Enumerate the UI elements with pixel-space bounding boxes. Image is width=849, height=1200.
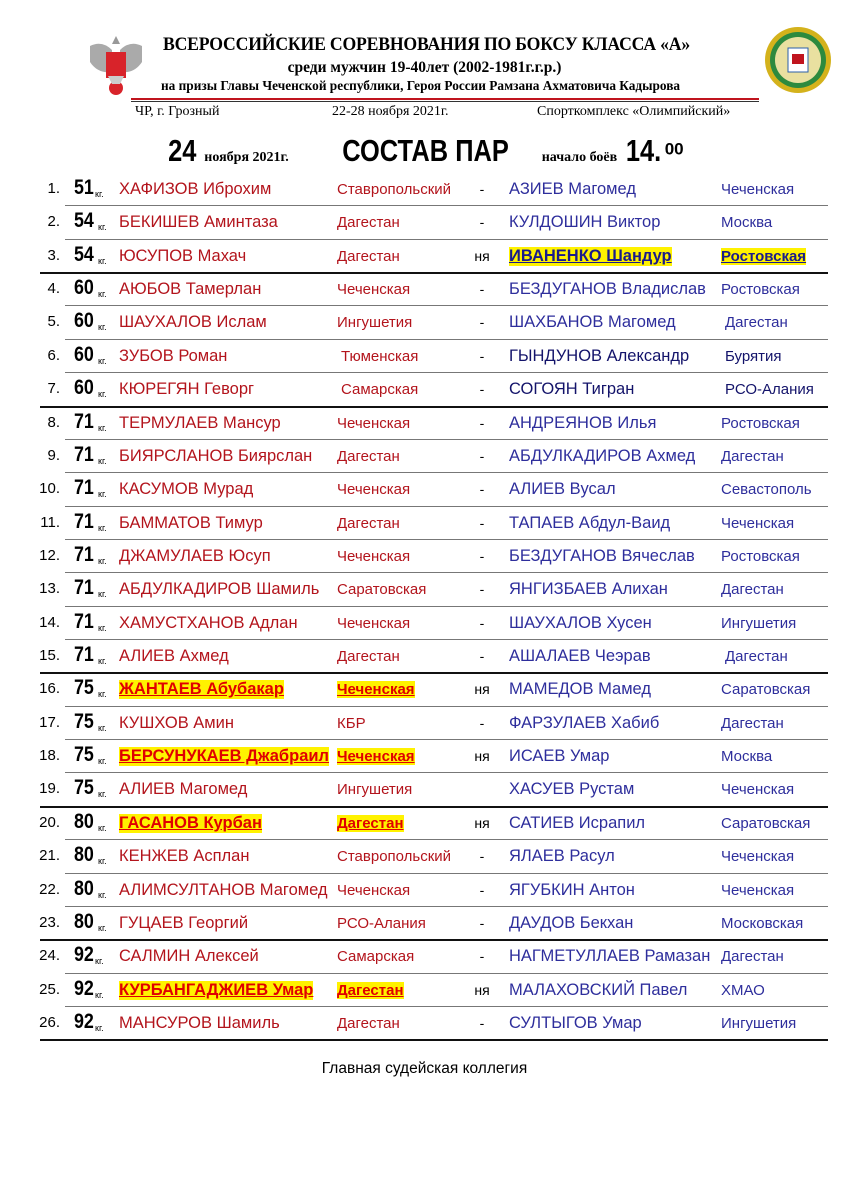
day: 24 [168,133,197,168]
boxer-blue-corner: ШАУХАЛОВ Хусен [509,613,652,632]
weight-class: 80 [74,909,94,933]
boxer-red-corner: ТЕРМУЛАЕВ Мансур [119,413,281,432]
region-red-corner: Самарская [337,948,415,966]
table-row [0,373,849,406]
kg-label: кг. [95,956,104,967]
result-separator: - [479,381,485,398]
kg-label: кг. [98,789,107,800]
weight-class: 60 [74,376,94,400]
kg-label: кг. [95,1023,104,1033]
weight-class: 71 [74,542,94,566]
boxer-red-corner: ГАСАНОВ Курбан [119,813,262,832]
region-red-corner: Чеченская [337,414,411,432]
region-red-corner: Дагестан [337,981,404,999]
region-red-corner: Самарская [341,381,419,399]
table-row [0,740,849,773]
row-number: 25. [39,980,60,998]
boxer-red-corner: АЮБОВ Тамерлан [119,280,262,299]
region-blue-corner: ХМАО [721,981,765,999]
region-blue-corner: Саратовская [721,681,811,699]
kg-label: кг. [98,622,107,633]
weight-class: 54 [74,242,94,266]
region-red-corner: Чеченская [337,681,415,699]
result-separator: - [479,214,485,231]
boxer-blue-corner: АНДРЕЯНОВ Илья [509,413,657,432]
region-red-corner: Дагестан [337,1015,400,1032]
kg-label: кг. [98,922,107,933]
region-red-corner: Ставропольский [337,848,452,866]
kg-label: кг. [98,489,107,500]
region-red-corner: Дагестан [337,514,400,532]
row-number: 2. [47,213,60,231]
table-row [0,206,849,239]
boxer-red-corner: КУШХОВ Амин [119,713,234,732]
region-blue-corner: Москва [721,214,773,232]
result-separator: - [479,848,485,865]
result-separator: - [479,1015,485,1031]
boxer-blue-corner: МАМЕДОВ Мамед [509,680,651,699]
region-blue-corner: Московская [721,914,804,932]
row-number: 22. [39,880,60,898]
region-blue-corner: Ростовская [721,281,800,299]
weight-class: 92 [74,1010,94,1033]
footer-signature: Главная судейская коллегия [321,1060,528,1077]
result-separator: - [479,347,485,364]
boxer-red-corner: ХАФИЗОВ Иброхим [119,180,272,198]
boxer-red-corner: КУРБАНГАДЖИЕВ Умар [119,980,314,999]
table-row [0,240,849,273]
weight-class: 75 [74,743,94,767]
table-row [0,540,849,573]
region-blue-corner: Дагестан [721,948,784,966]
competition-title: ВСЕРОССИЙСКИЕ СОРЕВНОВАНИЯ ПО БОКСУ КЛАССА «А» [163,34,691,55]
region-blue-corner: Севастополь [721,481,812,499]
boxer-red-corner: ГУЦАЕВ Георгий [119,913,249,932]
region-red-corner: Тюменская [341,347,419,365]
weight-class: 71 [74,442,94,466]
competition-subtitle: среди мужчин 19-40лет (2002-1981г.г.р.) [287,59,562,76]
boxer-red-corner: АЛИМСУЛТАНОВ Магомед [119,880,328,899]
dates: 22-28 ноября 2021г. [332,104,449,119]
location: ЧР, г. Грозный [135,104,220,119]
weight-class: 80 [74,809,94,833]
region-blue-corner: Дагестан [721,447,784,465]
row-number: 8. [47,413,60,431]
result-separator: - [479,948,485,965]
region-red-corner: Чеченская [337,748,415,766]
row-number: 9. [47,446,60,464]
region-blue-corner: Дагестан [725,314,788,332]
boxer-blue-corner: АЛИЕВ Вусал [509,480,616,499]
row-number: 15. [39,647,60,665]
boxer-red-corner: КЮРЕГЯН Геворг [119,380,255,399]
boxer-blue-corner: ФАРЗУЛАЕВ Хабиб [509,713,660,732]
row-number: 24. [39,947,60,965]
venue: Спорткомплекс «Олимпийский» [537,104,731,119]
kg-label: кг. [98,322,107,333]
result-separator: - [479,581,485,598]
row-number: 13. [39,580,60,598]
table-row [0,273,849,306]
table-row [0,940,849,973]
kg-label: кг. [98,856,107,867]
row-number: 19. [39,780,60,798]
kg-label: кг. [98,255,107,266]
region-red-corner: Ингушетия [337,314,413,332]
region-red-corner: Чеченская [337,281,411,299]
region-blue-corner: Дагестан [721,714,784,732]
table-row [0,874,849,907]
boxer-red-corner: КЕНЖЕВ Асплан [119,847,250,866]
kg-label: кг. [98,756,107,767]
start-label: начало боёв [541,150,618,165]
table-row [0,773,849,806]
row-number: 10. [39,480,60,498]
row-number: 11. [40,513,60,531]
row-number: 14. [39,613,60,631]
kg-label: кг. [98,389,107,400]
weight-class: 71 [74,576,94,600]
weight-class: 60 [74,309,94,333]
boxer-blue-corner: ЯГУБКИН Антон [509,880,635,899]
region-red-corner: Саратовская [337,581,427,599]
table-row [0,1007,849,1040]
kg-label: кг. [98,422,107,433]
month-year: ноября 2021г. [204,150,289,165]
region-red-corner: КБР [337,714,366,732]
result-separator: - [479,614,485,631]
region-red-corner: Дагестан [337,447,400,465]
boxer-blue-corner: БЕЗДУГАНОВ Владислав [509,280,706,299]
kg-label: кг. [98,656,107,667]
table-row [0,807,849,840]
boxer-blue-corner: ИСАЕВ Умар [509,747,610,766]
region-red-corner: Дагестан [337,648,400,666]
kg-label: кг. [98,455,107,466]
region-blue-corner: Ростовская [721,247,807,265]
weight-class: 60 [74,276,94,300]
region-red-corner: Ингушетия [337,781,413,799]
kg-label: кг. [98,222,107,233]
heading-title: СОСТАВ ПАР [341,133,509,168]
boxer-red-corner: БЕРСУНУКАЕВ Джабраил [119,747,329,766]
row-number: 6. [47,346,60,364]
region-red-corner: РСО-Алания [337,914,426,932]
boxer-red-corner: ЗУБОВ Роман [119,346,228,365]
kg-label: кг. [98,722,107,733]
boxer-red-corner: АЛИЕВ Ахмед [119,647,229,666]
result-separator: - [479,547,485,564]
weight-class: 75 [74,676,94,700]
kg-label: кг. [98,822,107,833]
kg-label: кг. [98,522,107,533]
result-separator: ня [474,748,490,765]
boxer-blue-corner: АШАЛАЕВ Чеэрав [509,647,651,666]
table-row [0,974,849,1007]
region-red-corner: Чеченская [337,614,411,632]
boxer-blue-corner: ЯЛАЕВ Расул [509,847,615,866]
region-red-corner: Ставропольский [337,181,452,198]
start-hour: 14. [625,133,661,168]
weight-class: 75 [74,776,94,800]
result-separator: - [479,314,485,331]
region-blue-corner: Чеченская [721,181,795,198]
region-blue-corner: Дагестан [721,581,784,599]
table-row [0,507,849,540]
result-separator: - [479,714,485,731]
region-blue-corner: Ростовская [721,414,800,432]
boxer-red-corner: АБДУЛКАДИРОВ Шамиль [119,580,320,599]
boxer-red-corner: МАНСУРОВ Шамиль [119,1014,280,1032]
row-number: 5. [47,313,60,331]
result-separator: ня [474,247,490,264]
boxer-red-corner: ДЖАМУЛАЕВ Юсуп [119,546,271,565]
weight-class: 60 [74,342,94,366]
boxer-red-corner: САЛМИН Алексей [119,947,259,966]
row-number: 7. [47,380,60,398]
boxer-blue-corner: МАЛАХОВСКИЙ Павел [509,980,688,999]
table-row [0,473,849,506]
start-minutes: 00 [664,139,684,159]
kg-label: кг. [98,589,107,600]
table-row [0,306,849,339]
boxer-blue-corner: СУЛТЫГОВ Умар [509,1014,642,1032]
row-number: 17. [39,713,60,731]
weight-class: 71 [74,509,94,533]
page-heading [0,133,849,169]
region-red-corner: Дагестан [337,814,404,832]
result-separator: - [479,281,485,298]
result-separator: ня [474,681,490,698]
result-separator: - [479,414,485,431]
table-row [0,173,849,206]
boxer-red-corner: АЛИЕВ Магомед [119,780,248,799]
region-red-corner: Чеченская [337,881,411,899]
boxer-red-corner: БИЯРСЛАНОВ Биярслан [119,446,313,465]
row-number: 16. [39,680,60,698]
weight-class: 75 [74,709,94,733]
region-blue-corner: Ингушетия [721,1015,797,1032]
region-red-corner: Чеченская [337,547,411,565]
boxer-red-corner: ШАУХАЛОВ Ислам [119,313,267,332]
boxer-blue-corner: ХАСУЕВ Рустам [509,780,635,799]
table-row [0,607,849,640]
kg-label: кг. [95,989,104,1000]
weight-class: 92 [74,976,94,1000]
boxer-red-corner: БАММАТОВ Тимур [119,513,263,532]
row-number: 23. [39,913,60,931]
boxer-red-corner: ЮСУПОВ Махач [119,246,247,265]
result-separator: - [479,481,485,498]
boxer-blue-corner: ШАХБАНОВ Магомед [509,313,676,332]
region-red-corner: Дагестан [337,214,400,232]
region-blue-corner: Чеченская [721,514,795,532]
region-blue-corner: РСО-Алания [725,381,814,399]
result-separator: - [479,447,485,464]
kg-label: кг. [98,889,107,900]
region-blue-corner: Чеченская [721,781,795,799]
row-number: 20. [39,813,60,831]
row-number: 18. [39,747,60,765]
boxer-blue-corner: КУЛДОШИН Виктор [509,213,661,232]
result-separator: ня [474,981,490,998]
row-number: 1. [47,180,60,197]
table-row [0,407,849,440]
weight-divider [40,1039,828,1041]
region-blue-corner: Чеченская [721,848,795,866]
table-row [0,707,849,740]
kg-label: кг. [98,689,107,700]
weight-class: 71 [74,476,94,500]
kg-label: кг. [98,555,107,566]
region-red-corner: Дагестан [337,247,400,265]
region-blue-corner: Саратовская [721,814,811,832]
result-separator: - [479,881,485,898]
table-row [0,340,849,373]
result-separator: - [479,914,485,931]
row-number: 4. [47,280,60,298]
region-blue-corner: Ростовская [721,547,800,565]
table-row [0,907,849,940]
boxer-blue-corner: БЕЗДУГАНОВ Вячеслав [509,546,695,565]
row-number: 12. [39,546,60,564]
boxer-blue-corner: ИВАНЕНКО Шандур [509,246,672,265]
region-blue-corner: Чеченская [721,881,795,899]
boxer-blue-corner: ГЫНДУНОВ Александр [509,346,690,365]
table-row [0,640,849,673]
result-separator: - [479,514,485,531]
boxer-blue-corner: АБДУЛКАДИРОВ Ахмед [509,446,696,465]
row-number: 3. [47,246,60,264]
region-red-corner: Чеченская [337,481,411,499]
table-row [0,573,849,606]
result-separator: - [479,181,485,197]
boxer-blue-corner: НАГМЕТУЛЛАЕВ Рамазан [509,947,711,966]
region-blue-corner: Бурятия [725,347,782,365]
weight-class: 92 [74,943,94,967]
header-rule-black [131,101,759,102]
region-blue-corner: Москва [721,748,773,766]
kg-label: кг. [98,355,107,366]
region-blue-corner: Дагестан [725,648,788,666]
result-separator: ня [474,814,490,831]
boxer-red-corner: БЕКИШЕВ Аминтаза [119,213,278,232]
kg-label: кг. [95,189,104,199]
weight-class: 51 [74,176,94,199]
competition-prizes: на призы Главы Чеченской республики, Героя России Рамзана Ахматовича Кадырова [161,79,681,94]
table-row [0,440,849,473]
table-row [0,840,849,873]
weight-class: 71 [74,409,94,433]
weight-class: 80 [74,876,94,900]
weight-class: 54 [74,209,94,233]
boxer-blue-corner: ЯНГИЗБАЕВ Алихан [509,580,668,599]
boxer-blue-corner: ДАУДОВ Бекхан [509,913,634,932]
header-rule-red [131,98,759,100]
region-blue-corner: Ингушетия [721,614,797,632]
weight-class: 71 [74,643,94,667]
weight-class: 71 [74,609,94,633]
boxer-red-corner: ХАМУСТХАНОВ Адлан [119,613,298,632]
boxer-blue-corner: СОГОЯН Тигран [509,380,635,399]
kg-label: кг. [98,289,107,300]
boxer-blue-corner: ТАПАЕВ Абдул-Ваид [509,513,671,532]
row-number: 21. [39,847,60,865]
boxer-blue-corner: САТИЕВ Исрапил [509,813,646,832]
boxer-blue-corner: АЗИЕВ Магомед [509,180,636,198]
row-number: 26. [39,1014,60,1031]
boxer-red-corner: ЖАНТАЕВ Абубакар [119,680,284,699]
table-row [0,673,849,706]
boxer-red-corner: КАСУМОВ Мурад [119,480,254,499]
weight-class: 80 [74,843,94,867]
result-separator: - [479,648,485,665]
